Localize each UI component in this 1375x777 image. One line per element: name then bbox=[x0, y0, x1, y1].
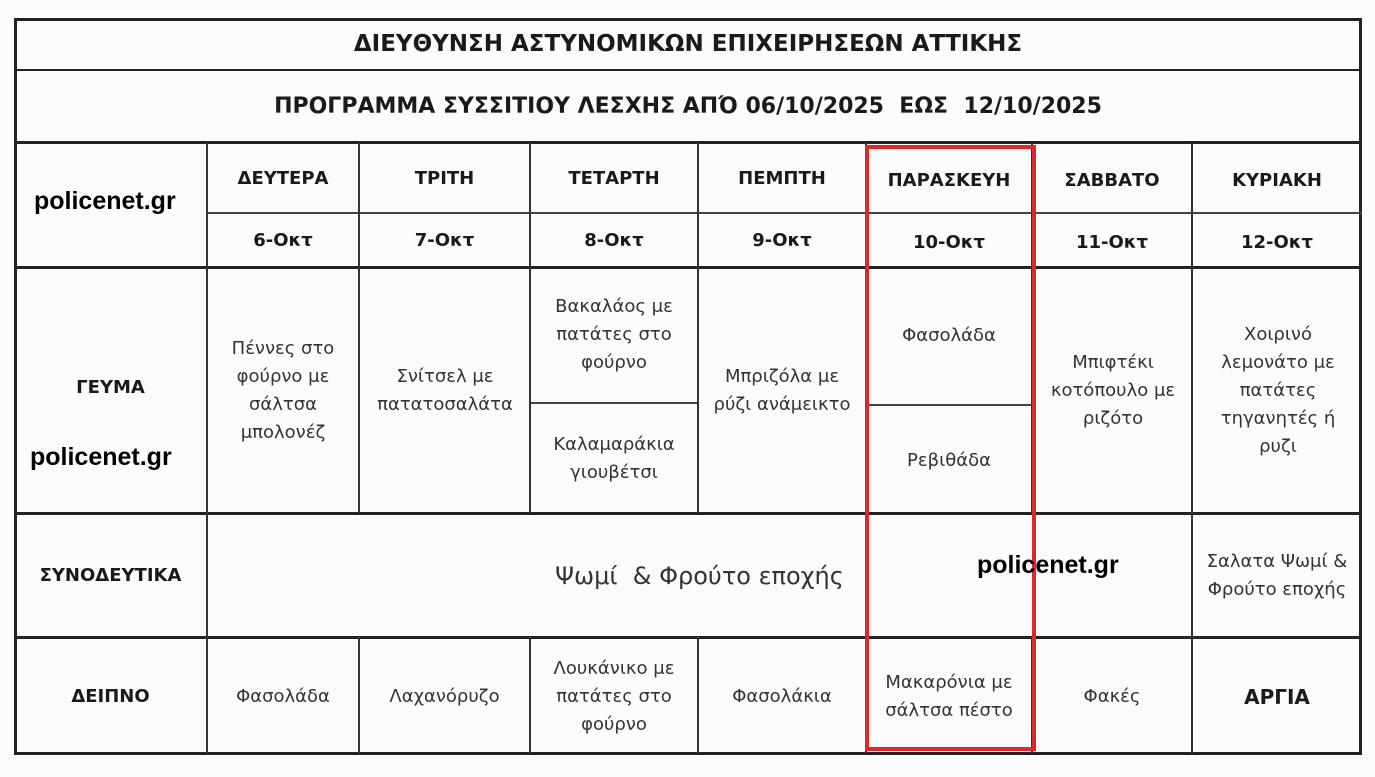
lunch-thursday: Μπριζόλα με ρύζι ανάμεικτο bbox=[713, 365, 851, 415]
lunch-wednesday-option-2: Καλαμαράκια γιουβέτσι bbox=[553, 433, 675, 483]
dinner-tuesday: Λαχανόρυζο bbox=[389, 685, 500, 707]
day-date: 7-Οκτ bbox=[414, 230, 475, 251]
lunch-friday-option-2: Ρεβιθάδα bbox=[907, 450, 991, 471]
lunch-saturday: Μπιφτέκι κοτόπουλο με ριζότο bbox=[1050, 351, 1176, 429]
lunch-monday: Πέννες στο φούρνο με σάλτσα μπολονέζ bbox=[231, 337, 335, 443]
day-date: 6-Οκτ bbox=[253, 230, 313, 251]
dinner-saturday: Φακές bbox=[1083, 685, 1141, 707]
day-date: 10-Οκτ bbox=[912, 232, 986, 253]
lunch-sunday: Χοιρινό λεμονάτο με πατάτες τηγανητές ή ρυζι bbox=[1220, 323, 1336, 457]
day-date: 8-Οκτ bbox=[584, 230, 644, 251]
day-header: ΤΡΙΤΗ bbox=[414, 168, 475, 189]
day-date: 9-Οκτ bbox=[752, 230, 812, 251]
day-header: ΠΑΡΑΣΚΕΥΗ bbox=[887, 170, 1011, 191]
document-subtitle: ΠΡΟΓΡΑΜΜΑ ΣΥΣΣΙΤΙΟΥ ΛΕΣΧΗΣ ΑΠΌ 06/10/2025 ΕΩΣ 12/10/2025 bbox=[274, 94, 1102, 119]
watermark: policenet.gr bbox=[30, 443, 172, 471]
day-date: 12-Οκτ bbox=[1240, 232, 1314, 253]
friday-highlight-box bbox=[865, 145, 1036, 751]
dinner-thursday: Φασολάκια bbox=[732, 685, 832, 707]
dinner-wednesday: Λουκάνικο με πατάτες στο φούρνο bbox=[553, 657, 675, 735]
day-header: ΚΥΡΙΑΚΗ bbox=[1232, 170, 1322, 191]
sides-monday-to-saturday: Ψωμί & Φρούτο εποχής bbox=[555, 561, 844, 590]
day-header: ΠΕΜΠΤΗ bbox=[738, 168, 826, 189]
lunch-wednesday-option-1: Βακαλάος με πατάτες στο φούρνο bbox=[555, 296, 673, 373]
row-label-sides: ΣΥΝΟΔΕΥΤΙΚΑ bbox=[39, 564, 182, 586]
row-label-lunch: ΓΕΥΜΑ bbox=[76, 377, 145, 398]
row-label-dinner: ΔΕΙΠΝΟ bbox=[71, 685, 150, 707]
day-header: ΔΕΥΤΕΡΑ bbox=[237, 168, 329, 189]
lunch-friday-option-1: Φασολάδα bbox=[902, 325, 996, 346]
sides-sunday: Σαλατα Ψωμί & Φρούτο εποχής bbox=[1206, 550, 1348, 600]
dinner-sunday-holiday: ΑΡΓΙΑ bbox=[1244, 684, 1310, 709]
watermark: policenet.gr bbox=[34, 187, 176, 215]
dinner-monday: Φασολάδα bbox=[236, 685, 330, 707]
day-header: ΣΑΒΒΑΤΟ bbox=[1064, 170, 1160, 191]
document-title: ΔΙΕΥΘΥΝΣΗ ΑΣΤΥΝΟΜΙΚΩΝ ΕΠΙΧΕΙΡΗΣΕΩΝ ΑΤΤΙΚΗΣ bbox=[353, 31, 1023, 57]
day-date: 11-Οκτ bbox=[1075, 232, 1149, 253]
watermark: policenet.gr bbox=[977, 551, 1119, 579]
day-header: ΤΕΤΑΡΤΗ bbox=[568, 168, 660, 189]
lunch-tuesday: Σνίτσελ με πατατοσαλάτα bbox=[377, 365, 513, 415]
dinner-friday: Μακαρόνια με σάλτσα πέστο bbox=[885, 671, 1013, 721]
